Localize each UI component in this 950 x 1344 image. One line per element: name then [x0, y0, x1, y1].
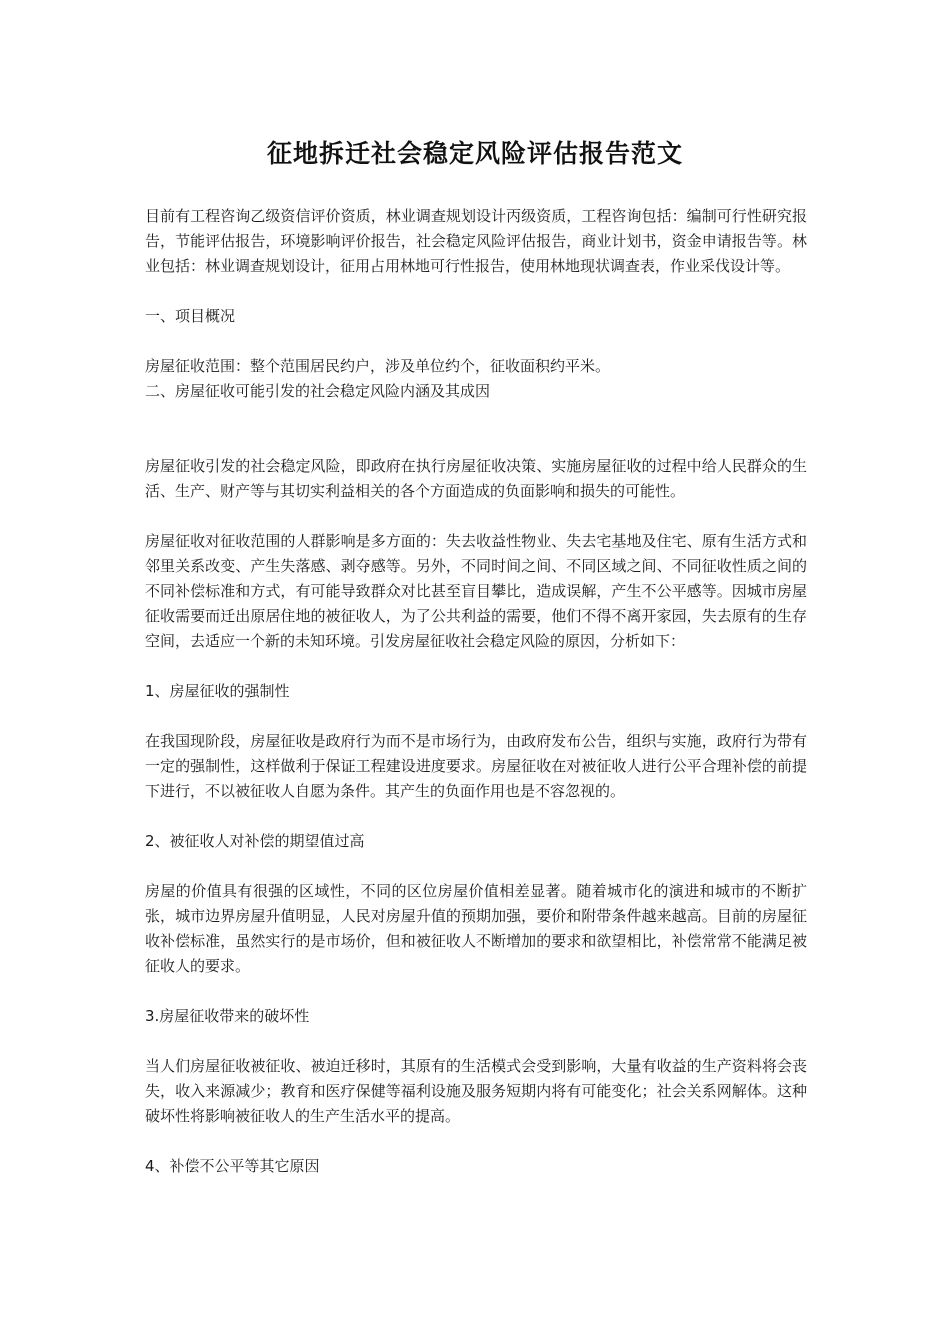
- document-title: 征地拆迁社会稳定风险评估报告范文: [266, 139, 683, 168]
- risk-impact-paragraph: 房屋征收对征收范围的人群影响是多方面的：失去收益性物业、失去宅基地及住宅、原有生活方式和邻里关系改变、产生失落感、剥夺感等。另外，不同时间之间、不同区域之间、不同征收性质之间的不同补偿标准和方式，有可能导致群众对比甚至盲目攀比，造成误解，产生不公平感等。因城市房屋征收需要而迁出原居住地的被征收人，为了公共利益的需要，他们不得不离开家园，失去原有的生存空间，去适应一个新的未知环境。引发房屋征收社会稳定风险的原因，分析如下：: [145, 532, 807, 650]
- intro-paragraph: 目前有工程咨询乙级资信评价资质，林业调查规划设计丙级资质，工程咨询包括：编制可行性研究报告，节能评估报告，环境影响评价报告，社会稳定风险评估报告，商业计划书，资金申请报告等。林业包括：林业调查规划设计，征用占用林地可行性报告，使用林地现状调查表，作业采伐设计等。: [145, 207, 807, 275]
- cause-heading-4: 4、补偿不公平等其它原因: [145, 1157, 320, 1175]
- document-body: [145, 204, 807, 1179]
- cause-heading-1: 1、房屋征收的强制性: [145, 682, 290, 700]
- risk-definition-paragraph: 房屋征收引发的社会稳定风险，即政府在执行房屋征收决策、实施房屋征收的过程中给人民群众的生活、生产、财产等与其切实利益相关的各个方面造成的负面影响和损失的可能性。: [145, 457, 807, 500]
- section-heading-risks: 二、房屋征收可能引发的社会稳定风险内涵及其成因: [145, 382, 491, 400]
- spacer: [145, 429, 807, 454]
- cause-text-2: 房屋的价值具有很强的区域性，不同的区位房屋价值相差显著。随着城市化的演进和城市的不断扩张，城市边界房屋升值明显，人民对房屋升值的预期加强，要价和附带条件越来越高。目前的房屋征收补偿标准，虽然实行的是市场价，但和被征收人不断增加的要求和欲望相比，补偿常常不能满足被征收人的要求。: [145, 882, 807, 975]
- scope-paragraph: 房屋征收范围：整个范围居民约户，涉及单位约个，征收面积约平米。: [145, 357, 611, 375]
- section-heading-overview: 一、项目概况: [145, 307, 236, 325]
- cause-text-3: 当人们房屋征收被征收、被迫迁移时，其原有的生活模式会受到影响，大量有收益的生产资料将会丧失，收入来源减少；教育和医疗保健等福利设施及服务短期内将有可能变化；社会关系网解体。这种破坏性将影响被征收人的生产生活水平的提高。: [145, 1057, 807, 1125]
- cause-heading-3: 3.房屋征收带来的破坏性: [145, 1007, 310, 1025]
- cause-text-1: 在我国现阶段，房屋征收是政府行为而不是市场行为，由政府发布公告，组织与实施，政府行为带有一定的强制性，这样做利于保证工程建设进度要求。房屋征收在对被征收人进行公平合理补偿的前提下进行，不以被征收人自愿为条件。其产生的负面作用也是不容忽视的。: [145, 732, 807, 800]
- cause-heading-2: 2、被征收人对补偿的期望值过高: [145, 832, 365, 850]
